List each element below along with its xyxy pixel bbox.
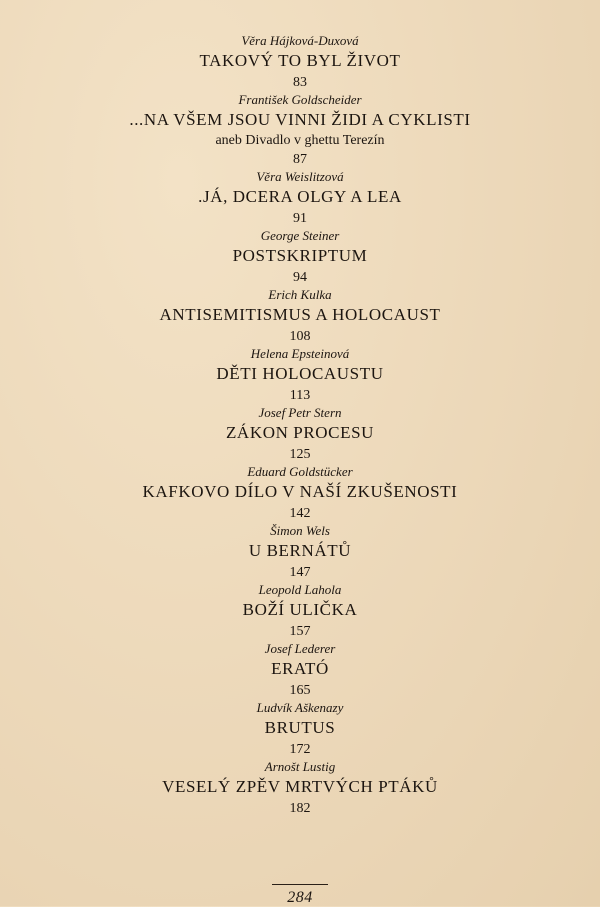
entry-page-number: 108 xyxy=(289,329,311,344)
entry-page-number: 125 xyxy=(289,447,311,462)
page-footer xyxy=(0,884,600,907)
toc-entry xyxy=(0,33,600,92)
toc-entry xyxy=(0,169,600,228)
toc-entry xyxy=(0,523,600,582)
entry-page-number: 113 xyxy=(289,388,311,403)
entry-title: .JÁ, DCERA OLGY A LEA xyxy=(198,187,402,206)
toc-entry xyxy=(0,641,600,700)
table-of-contents xyxy=(0,33,600,818)
toc-entry xyxy=(0,759,600,818)
entry-page-number: 87 xyxy=(293,152,307,167)
entry-title: ZÁKON PROCESU xyxy=(225,423,375,442)
entry-title: BRUTUS xyxy=(264,718,336,737)
entry-page-number: 147 xyxy=(289,565,311,580)
entry-title: KAFKOVO DÍLO V NAŠÍ ZKUŠENOSTI xyxy=(142,482,458,501)
entry-page-number: 91 xyxy=(293,211,307,226)
page-number: 284 xyxy=(287,889,313,906)
entry-title: DĚTI HOLOCAUSTU xyxy=(216,364,384,383)
entry-title: VESELÝ ZPĚV MRTVÝCH PTÁKŮ xyxy=(162,777,438,796)
entry-author: Helena Epsteinová xyxy=(250,346,350,361)
entry-title: TAKOVÝ TO BYL ŽIVOT xyxy=(199,51,401,70)
footer-rule xyxy=(272,884,328,885)
entry-title: ANTISEMITISMUS A HOLOCAUST xyxy=(159,305,441,324)
entry-author: George Steiner xyxy=(260,228,340,243)
entry-page-number: 83 xyxy=(293,75,307,90)
entry-subtitle: aneb Divadlo v ghettu Terezín xyxy=(215,133,385,148)
entry-title: U BERNÁTŮ xyxy=(248,541,352,560)
entry-author: Leopold Lahola xyxy=(258,582,342,597)
entry-author: Eduard Goldstücker xyxy=(247,464,353,479)
entry-title: ...NA VŠEM JSOU VINNI ŽIDI A CYKLISTI xyxy=(129,110,471,129)
toc-entry xyxy=(0,464,600,523)
entry-title: POSTSKRIPTUM xyxy=(232,246,368,265)
toc-entry xyxy=(0,405,600,464)
entry-author: Josef Petr Stern xyxy=(258,405,342,420)
entry-author: Josef Lederer xyxy=(264,641,336,656)
toc-entry xyxy=(0,92,600,169)
entry-page-number: 157 xyxy=(289,624,311,639)
toc-entry xyxy=(0,700,600,759)
entry-author: Věra Weislitzová xyxy=(256,169,344,184)
entry-page-number: 172 xyxy=(289,742,311,757)
entry-author: Šimon Wels xyxy=(270,523,330,538)
entry-title: BOŽÍ ULIČKA xyxy=(242,600,358,619)
entry-author: Arnošt Lustig xyxy=(264,759,336,774)
entry-page-number: 182 xyxy=(289,801,311,816)
toc-entry xyxy=(0,346,600,405)
entry-page-number: 142 xyxy=(289,506,311,521)
entry-author: Věra Hájková-Duxová xyxy=(241,33,359,48)
entry-author: František Goldscheider xyxy=(238,92,362,107)
entry-title: ERATÓ xyxy=(271,659,329,678)
toc-entry xyxy=(0,228,600,287)
entry-page-number: 165 xyxy=(289,683,311,698)
entry-author: Erich Kulka xyxy=(268,287,332,302)
entry-page-number: 94 xyxy=(293,270,307,285)
toc-entry xyxy=(0,287,600,346)
toc-entry xyxy=(0,582,600,641)
entry-author: Ludvík Aškenazy xyxy=(256,700,344,715)
